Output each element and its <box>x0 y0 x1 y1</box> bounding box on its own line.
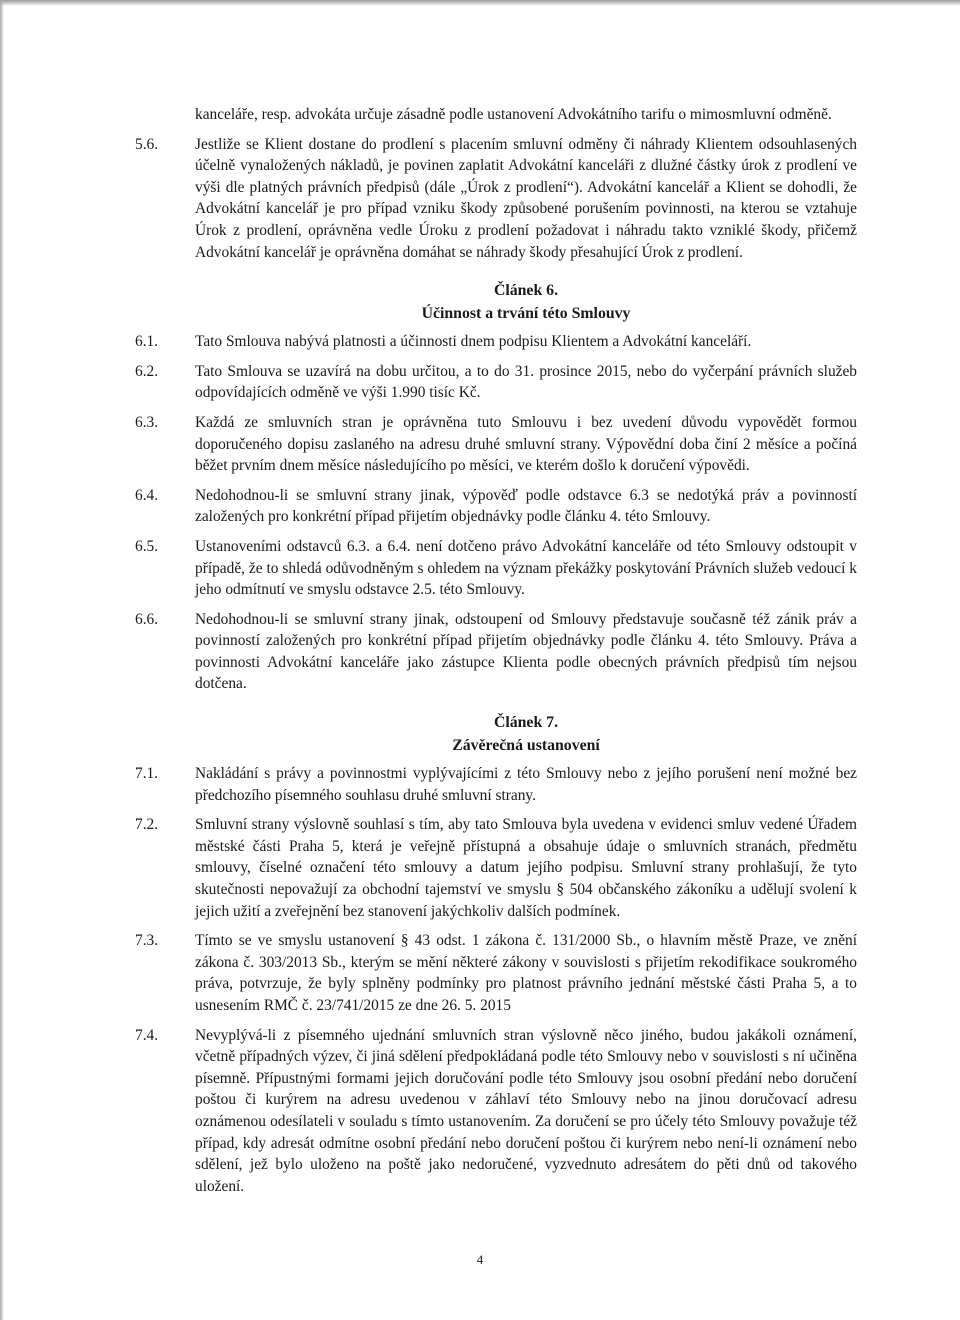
clause-number: 7.3. <box>135 932 159 950</box>
article-7-title: Článek 7. <box>493 714 559 732</box>
scan-edge-top <box>0 0 960 6</box>
clause-text: Nedohodnou-li se smluvní strany jinak, odstoupení od Smlouvy představuje současně též zánik práv a povinností založených pro konkrétní případ přijetím objednávky podle článku 4. této Smlouvy. Práva a povinnosti Advokátní kanceláře jako zástupce Klienta podle obecných právních předpisů tím nejsou dotčena. <box>195 610 857 693</box>
clause-6-1 <box>135 331 857 353</box>
clause-text: Nevyplývá-li z písemného ujednání smluvních stran výslovně něco jiného, budou jakákoli oznámení, včetně případných výzev, či jiná sdělení předpokládaná podle této Smlouvy nebo v souvislosti s ní učiněna písemně. Přípustnými formami jejich doručování podle této Smlouvy jsou osobní předání nebo doručení poštou či kurýrem na adresu uvedenou v záhlaví této Smlouvy nebo na jinou doručovací adresu oznámenou odesílateli v souladu s tímto ustanovením. Za doručení se pro účely této Smlouvy považuje též případ, kdy adresát odmítne osobní předání nebo doručení poštou či kurýrem nebo není-li oznámení nebo sdělení, jež bylo uloženo na poště jako nedoručené, vyzvednuto adresátem do pěti dnů od takového uložení. <box>195 1026 857 1195</box>
clause-number: 6.6. <box>135 610 159 628</box>
article-6-title: Článek 6. <box>493 282 559 300</box>
clause-text: Ustanoveními odstavců 6.3. a 6.4. není dotčeno právo Advokátní kanceláře od této Smlouvy odstoupit v případě, že to shledá odůvodněným s ohledem na význam překážky poskytování Právních služeb vedoucí k jeho odmítnutí ve smyslu odstavce 2.5. této Smlouvy. <box>195 537 857 599</box>
clause-number: 7.4. <box>135 1026 159 1044</box>
clause-text: Tato Smlouva se uzavírá na dobu určitou, a to do 31. prosince 2015, nebo do vyčerpání právních služeb odpovídajících odměně ve výši 1.990 tisíc Kč. <box>195 362 857 402</box>
clause-number: 6.5. <box>135 537 159 555</box>
clause-number: 7.1. <box>135 765 159 783</box>
clause-text: Tato Smlouva nabývá platnosti a účinnosti dnem podpisu Klientem a Advokátní kanceláří. <box>195 333 752 351</box>
clause-number: 6.3. <box>135 413 159 431</box>
article-6-subtitle: Účinnost a trvání této Smlouvy <box>421 305 631 323</box>
clause-number: 6.4. <box>135 486 159 504</box>
clause-6-5 <box>135 536 857 601</box>
clause-5-6 <box>135 134 857 264</box>
clause-text: Nakládání s právy a povinnostmi vyplývajícími z této Smlouvy nebo z jejího porušení není možné bez předchozího písemného souhlasu druhé smluvní strany. <box>195 765 857 804</box>
page-number: 4 <box>476 1252 484 1267</box>
clause-7-3 <box>135 930 857 1016</box>
clause-6-3 <box>135 412 857 477</box>
scan-edge-left <box>0 0 4 1320</box>
clause-text: Jestliže se Klient dostane do prodlení s placením smluvní odměny či náhrady Klientem odsouhlasených účelně vynaložených nákladů, je povinen zaplatit Advokátní kanceláři z dlužné částky úrok z prodlení ve výši dle platných právních předpisů (dále „Úrok z prodlení“). Advokátní kancelář a Klient se dohodli, že Advokátní kancelář je pro případ vzniku škody způsobené porušením povinnosti, na kterou se vztahuje Úrok z prodlení, oprávněna vedle Úroku z prodlení požadovat i náhradu takto vzniklé škody, přičemž Advokátní kancelář je oprávněna domáhat se náhrady škody přesahující Úrok z prodlení. <box>195 135 857 261</box>
clause-7-4 <box>135 1025 857 1198</box>
clause-number: 6.1. <box>135 333 159 351</box>
clause-text: Tímto se ve smyslu ustanovení § 43 odst. 1 zákona č. 131/2000 Sb., o hlavním městě Praze, ve znění zákona č. 303/2013 Sb., kterým se mění některé zákony v souvislosti s přijetím rekodifikace soukromého práva, potvrzuje, že byly splněny podmínky pro platnost právního jednání městské části Praha 5, a to usnesením RMČ č. 23/741/2015 ze dne 26. 5. 2015 <box>195 932 857 1014</box>
clause-6-4 <box>135 485 857 528</box>
clause-7-1 <box>135 763 857 806</box>
clause-text: Smluvní strany výslovně souhlasí s tím, aby tato Smlouva byla uvedena v evidenci smluv vedené Úřadem městské části Praha 5, která je veřejně přístupná a obsahuje údaje o smluvních stranách, předmětu smlouvy, číselné označení této smlouvy a datum jejího podpisu. Smluvní strany prohlašují, že tyto skutečnosti nepovažují za obchodní tajemství ve smyslu § 504 občanského zákoníku a udělují svolení k jejich užití a zveřejnění bez stanovení jakýchkoliv dalších podmínek. <box>195 816 857 920</box>
clause-number: 5.6. <box>135 135 159 153</box>
clause-number <box>135 104 195 126</box>
clause-number: 6.2. <box>135 362 159 380</box>
article-7-subtitle: Závěrečná ustanovení <box>452 737 600 755</box>
clause-continuation <box>135 104 857 126</box>
clause-text: Každá ze smluvních stran je oprávněna tuto Smlouvu i bez uvedení důvodu vypovědět formou doporučeného dopisu zaslaného na adresu druhé smluvní strany. Výpovědní doba činí 2 měsíce a počíná běžet prvním dnem měsíce následujícího po měsíci, ve kterém došlo k doručení výpovědi. <box>195 413 857 475</box>
clause-6-6 <box>135 609 857 695</box>
clause-text: kanceláře, resp. advokáta určuje zásadně podle ustanovení Advokátního tarifu o mimosmluvní odměně. <box>195 106 832 123</box>
clause-text: Nedohodnou-li se smluvní strany jinak, výpověď podle odstavce 6.3 se nedotýká práv a povinností založených pro konkrétní případ přijetím objednávky podle článku 4. této Smlouvy. <box>195 486 857 526</box>
clause-number: 7.2. <box>135 816 159 834</box>
document-body <box>135 104 857 1205</box>
clause-6-2 <box>135 361 857 404</box>
clause-7-2 <box>135 814 857 922</box>
